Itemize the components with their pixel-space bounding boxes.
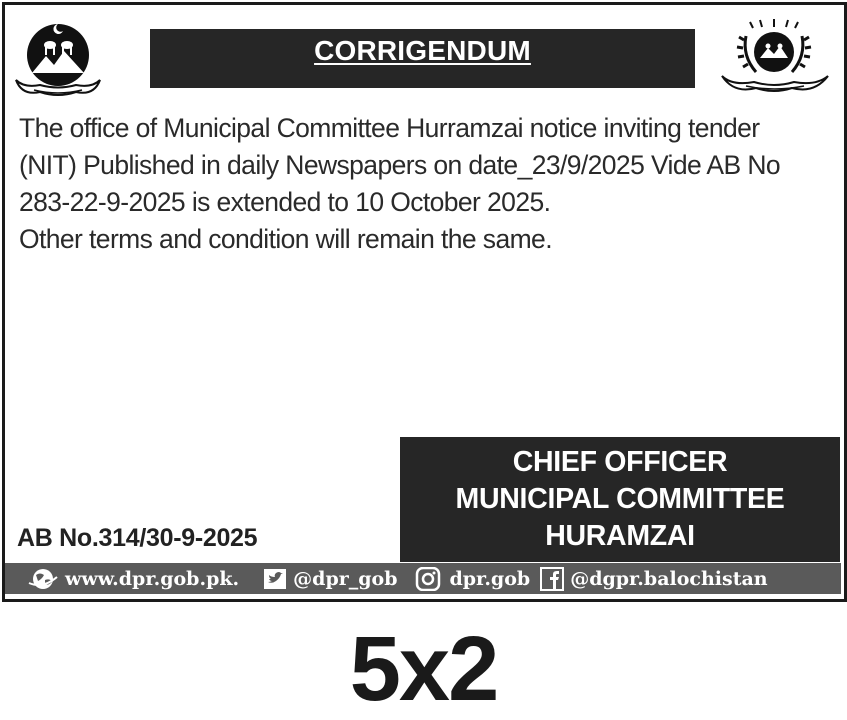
twitter-handle[interactable]: @dpr_gob [293,567,398,590]
footer-instagram[interactable] [415,567,530,591]
website-link[interactable]: www.dpr.gob.pk. [65,567,240,590]
notice-body [19,110,834,258]
twitter-icon [263,568,287,590]
ad-size-label: 5x2 [349,618,498,720]
signatory-title: CHIEF OFFICER [512,446,728,478]
balochistan-seal-icon [12,18,104,100]
signatory-block [400,437,840,562]
body-line: 283-22-9-2025 is extended to 10 October 2025. [19,187,551,217]
signatory-location: HURAMZAI [545,520,695,552]
ab-number: AB No.314/30-9-2025 [17,524,258,552]
globe-icon [27,567,59,591]
footer-facebook[interactable] [540,567,767,591]
footer-website[interactable] [27,567,239,591]
signatory-office: MUNICIPAL COMMITTEE [455,483,785,515]
title-banner [150,29,695,88]
dgpr-emblem-icon [716,18,834,98]
body-line: Other terms and condition will remain the same. [19,224,552,254]
facebook-icon [540,567,564,591]
instagram-icon [415,567,441,591]
instagram-handle[interactable]: dpr.gob [449,567,531,590]
body-line: (NIT) Published in daily Newspapers on date_23/9/2025 Vide AB No [19,150,781,180]
footer-twitter[interactable] [263,568,397,590]
facebook-handle[interactable]: @dgpr.balochistan [570,567,768,590]
footer-bar [5,563,841,594]
page-title: CORRIGENDUM [314,35,531,66]
body-line: The office of Municipal Committee Hurramzai notice inviting tender [19,113,760,143]
